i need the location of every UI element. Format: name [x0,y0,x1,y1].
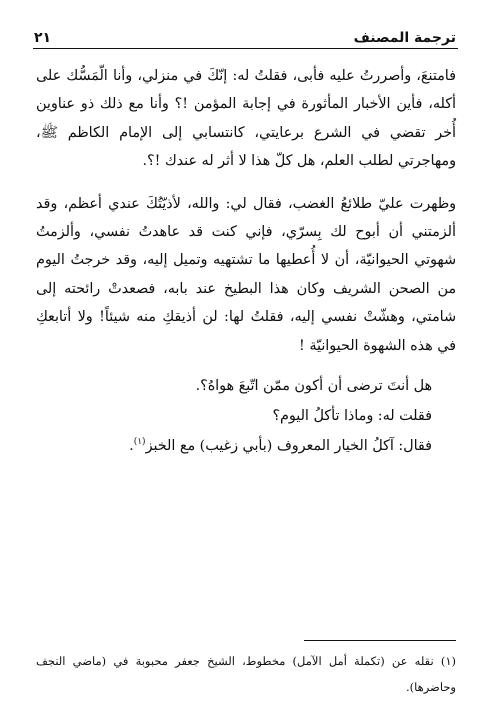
header-title: ترجمة المصنف [353,30,456,46]
running-header [34,20,456,46]
dialogue-line-3-text: فقال: آكلُ الخيار المعروف (بأبي زغيب) مع الخبز [145,438,432,455]
header-rule [33,48,458,49]
paragraph-1: فامتنعَ، وأصررتُ عليه فأبى، فقلتُ له: إنّكَ في منزلي، وأنا الّمَسُّك على أكله، فأين الأخبار المأثورة في إجابة المؤمن !؟ وأنا مع ذلك ذو عناوين أُخر تقضي في الشرع برعايتي، كانتسابي إلى الإمام الكاظم ﷺ، ومهاجرتي لطلب العلم، هل كلّ هذا لا أثر له عندك !؟. [36,68,456,170]
footnote [36,648,456,700]
main-text [36,62,456,461]
dialogue-line-3 [36,431,456,461]
dialogue-line-1: هل أنتَ ترضى أن أكون ممّن اتّبعَ هواهُ؟. [195,378,432,395]
page-number: ٢١ [34,30,52,46]
paragraph-2: وظهرت عليّ طلائعُ الغضب، فقال لي: والله، لأذيّتُكَ عندي أعظم، وقد ألزمتني أن أبوح لك بِسرّي، فإني كنت قد عاهدتُ نفسي، وألزمتُ شهوتي الحيوانيّة، أن لا أُعطيها ما تشتهيه وتميل إليه، وقد خرجتُ اليوم من الصحن الشريف وكان هذا البطيخ عند بابه، فصعدتْ رائحته إلى شامتي، وهشّتْ نفسي إليه، فقلتُ لها: لن أذيقكِ منه شيئاً! ولا أتابعكِ في هذه الشهوة الحيوانيّة ! [36,195,456,354]
footnote-rule [304,640,456,641]
footnote-text: (١) نقله عن (تكملة أمل الآمل) مخطوط، الشيخ جعفر محبوبة في (ماضي النجف وحاضرها). [36,654,456,694]
footnote-reference[interactable]: (١) [133,437,146,448]
dialogue-line-3-end: . [129,438,134,455]
dialogue-line-2: فقلت له: وماذا تأكلُ اليوم؟ [272,408,432,425]
